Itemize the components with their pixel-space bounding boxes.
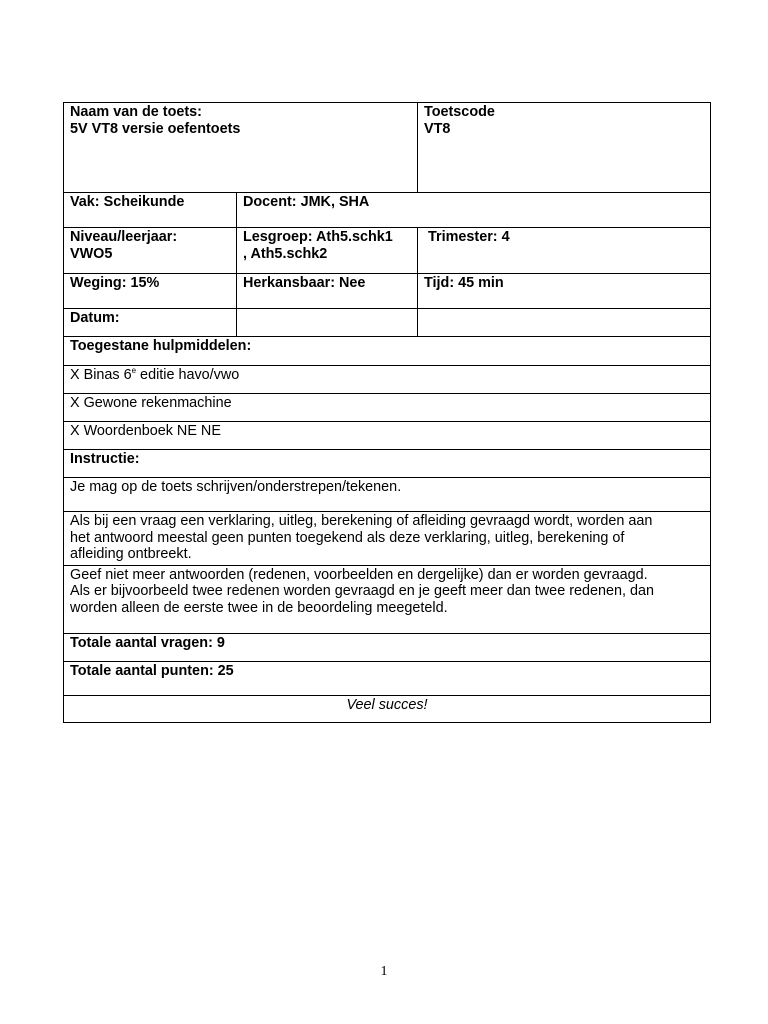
aids-heading: Toegestane hulpmiddelen:	[64, 337, 711, 366]
instruction-paragraph-3	[64, 565, 711, 633]
test-code-value: VT8	[424, 120, 451, 137]
row-instruction-heading	[64, 450, 711, 478]
aid-binas-suffix: editie havo/vwo	[136, 367, 240, 383]
weight-cell: Weging: 15%	[64, 274, 237, 309]
row-date	[64, 309, 711, 337]
test-code-cell	[418, 103, 711, 193]
date-value-cell	[237, 309, 418, 337]
row-instruction-2	[64, 512, 711, 566]
time-cell: Tijd: 45 min	[418, 274, 711, 309]
level-value: VWO5	[70, 245, 113, 262]
teacher-cell: Docent: JMK, SHA	[237, 193, 711, 228]
aid-binas	[64, 366, 711, 394]
test-code-label: Toetscode	[424, 104, 495, 120]
row-aids-heading	[64, 337, 711, 366]
row-aid-binas	[64, 366, 711, 394]
group-line-2: , Ath5.schk2	[243, 245, 328, 262]
total-questions: Totale aantal vragen: 9	[64, 633, 711, 661]
instruction-heading: Instructie:	[64, 450, 711, 478]
page-number: 1	[380, 964, 388, 979]
trimester-cell: Trimester: 4	[418, 228, 711, 274]
instruction-2-line-2: het antwoord meestal geen punten toegekend als deze verklaring, uitleg, berekening of	[70, 529, 625, 546]
level-cell	[64, 228, 237, 274]
closing-message: Veel succes!	[64, 695, 711, 722]
group-cell	[237, 228, 418, 274]
date-label-cell: Datum:	[64, 309, 237, 337]
row-subject	[64, 193, 711, 228]
instruction-paragraph-2	[64, 512, 711, 566]
aid-dictionary: X Woordenboek NE NE	[64, 422, 711, 450]
row-instruction-1	[64, 478, 711, 512]
instruction-2-line-1: Als bij een vraag een verklaring, uitleg, berekening of afleiding gevraagd wordt, worden aan	[70, 513, 653, 529]
test-name-cell	[64, 103, 418, 193]
row-closing	[64, 695, 711, 722]
row-total-questions	[64, 633, 711, 661]
instruction-paragraph-1: Je mag op de toets schrijven/onderstrepen/tekenen.	[64, 478, 711, 512]
aid-calculator: X Gewone rekenmachine	[64, 394, 711, 422]
instruction-3-line-2: Als er bijvoorbeeld twee redenen worden gevraagd en je geeft meer dan twee redenen, dan	[70, 583, 655, 599]
group-line-1: Lesgroep: Ath5.schk1	[243, 229, 393, 245]
instruction-3-line-3: worden alleen de eerste twee in de beoordeling meegeteld.	[70, 599, 448, 616]
level-label: Niveau/leerjaar:	[70, 229, 178, 245]
aid-binas-superscript: e	[131, 366, 137, 375]
row-aid-dictionary	[64, 422, 711, 450]
row-instruction-3	[64, 565, 711, 633]
instruction-2-line-3: afleiding ontbreekt.	[70, 546, 192, 562]
test-name-value: 5V VT8 versie oefentoets	[70, 120, 241, 137]
row-total-points	[64, 661, 711, 695]
row-aid-calculator	[64, 394, 711, 422]
total-points: Totale aantal punten: 25	[64, 661, 711, 695]
date-extra-cell	[418, 309, 711, 337]
row-weight	[64, 274, 711, 309]
aid-binas-prefix: X Binas 6	[70, 367, 132, 383]
test-name-label: Naam van de toets:	[70, 104, 202, 120]
row-test-name	[64, 103, 711, 193]
row-level	[64, 228, 711, 274]
test-cover-sheet	[63, 102, 711, 723]
instruction-3-line-1: Geef niet meer antwoorden (redenen, voorbeelden en dergelijke) dan er worden gevraagd.	[70, 566, 648, 583]
subject-cell: Vak: Scheikunde	[64, 193, 237, 228]
retake-cell: Herkansbaar: Nee	[237, 274, 418, 309]
